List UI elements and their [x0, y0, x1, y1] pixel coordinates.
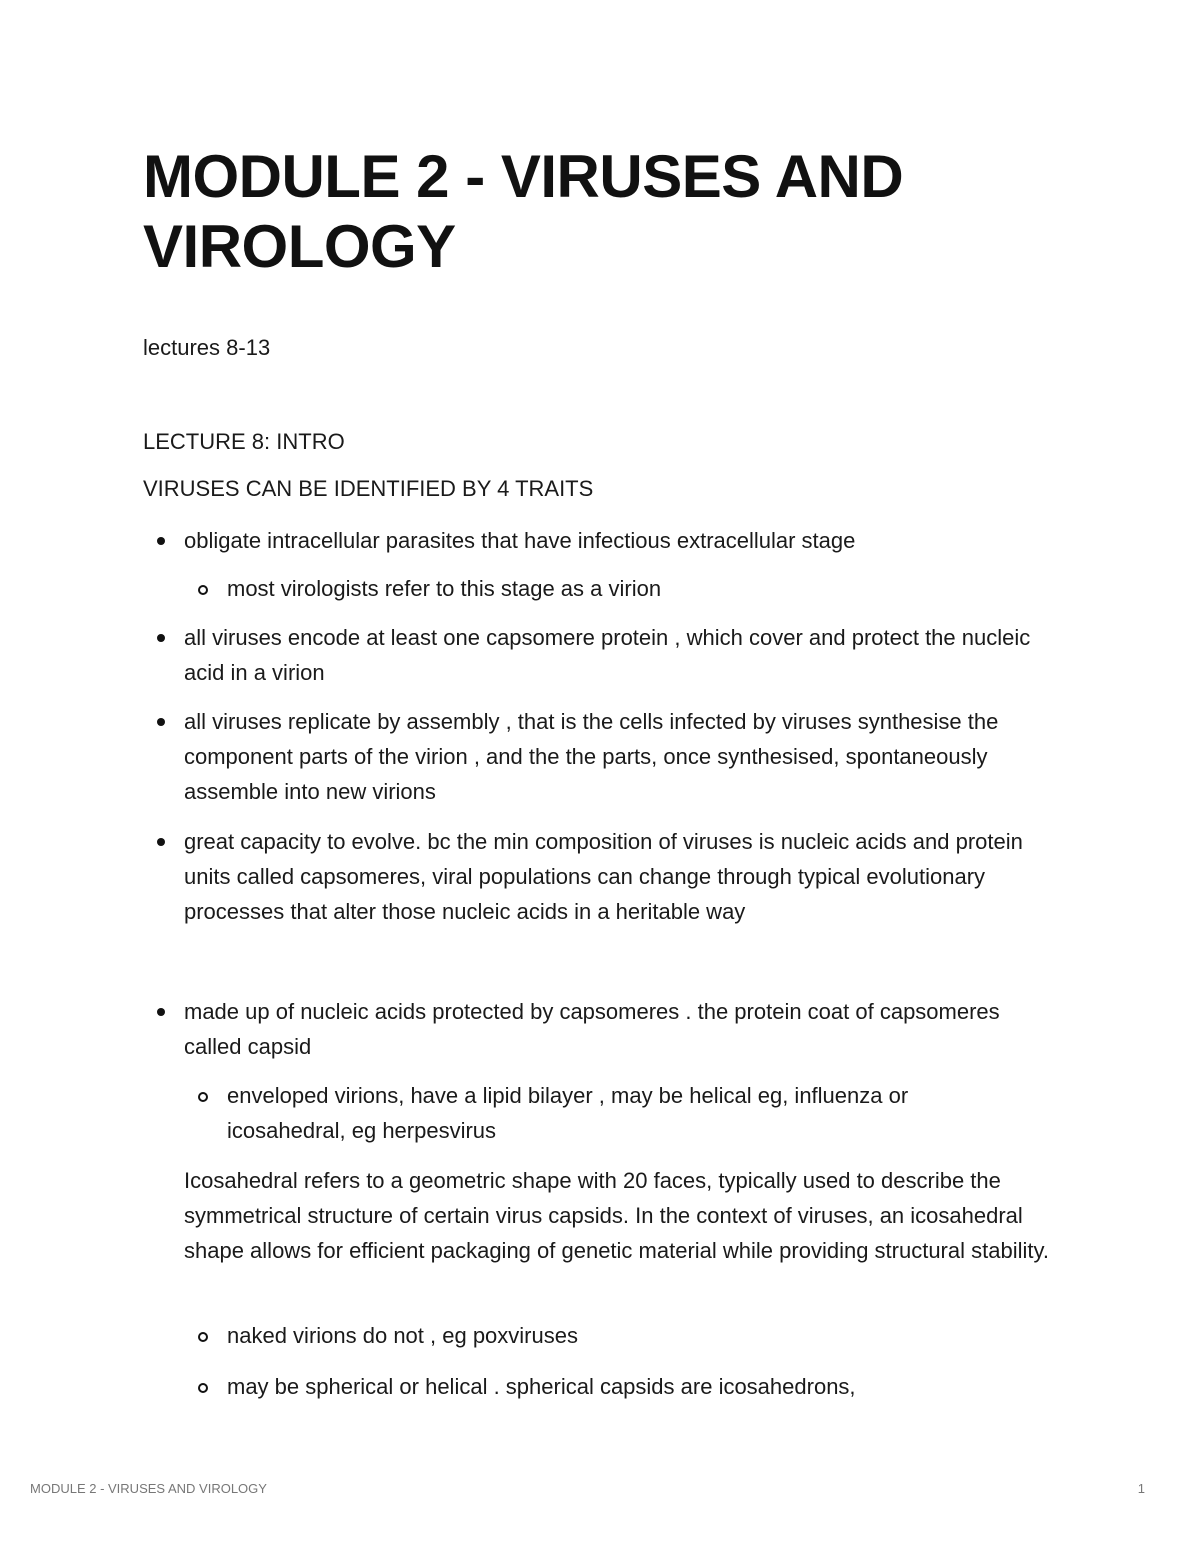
list-item: most virologists refer to this stage as a virion: [227, 576, 662, 601]
list-item: all viruses encode at least one capsomere protein , which cover and protect the nucleic acid in a virion: [184, 625, 1031, 685]
bullet-dot-icon: [157, 537, 165, 545]
list-item: enveloped virions, have a lipid bilayer , may be helical eg, influenza or icosahedral, eg herpesvirus: [227, 1083, 909, 1143]
sub-bullet-ring-icon: [198, 1383, 208, 1393]
list-item: made up of nucleic acids protected by capsomeres . the protein coat of capsomeres called capsid: [184, 999, 1000, 1059]
bullet-dot-icon: [157, 634, 165, 642]
subtitle: lectures 8-13: [143, 335, 271, 360]
sub-bullet-ring-icon: [198, 1092, 208, 1102]
list-item: obligate intracellular parasites that have infectious extracellular stage: [184, 528, 856, 553]
bullet-dot-icon: [157, 838, 165, 846]
icosahedral-note: Icosahedral refers to a geometric shape with 20 faces, typically used to describe the symmetrical structure of certain virus capsids. In the context of viruses, an icosahedral shape allows for efficient packaging of genetic material while providing structural stability.: [184, 1168, 1049, 1263]
traits-heading: VIRUSES CAN BE IDENTIFIED BY 4 TRAITS: [143, 476, 594, 501]
list-item: may be spherical or helical . spherical capsids are icosahedrons,: [227, 1374, 856, 1399]
page-number: 1: [1137, 1481, 1145, 1496]
sub-bullet-ring-icon: [198, 1332, 208, 1342]
lecture-heading: LECTURE 8: INTRO: [143, 429, 345, 454]
list-item: all viruses replicate by assembly , that is the cells infected by viruses synthesise the component parts of the virion , and the the parts, once synthesised, spontaneously assemble into new virions: [184, 709, 999, 804]
sub-bullet-ring-icon: [198, 585, 208, 595]
page-title: MODULE 2 - VIRUSES AND VIROLOGY: [143, 143, 904, 280]
list-item: naked virions do not , eg poxviruses: [227, 1323, 578, 1348]
footer-title: MODULE 2 - VIRUSES AND VIROLOGY: [30, 1481, 267, 1496]
bullet-dot-icon: [157, 718, 165, 726]
list-item: great capacity to evolve. bc the min composition of viruses is nucleic acids and protein units called capsomeres, viral populations can change through typical evolutionary processes that alter those nucleic acids in a heritable way: [184, 829, 1023, 924]
bullet-dot-icon: [157, 1008, 165, 1016]
